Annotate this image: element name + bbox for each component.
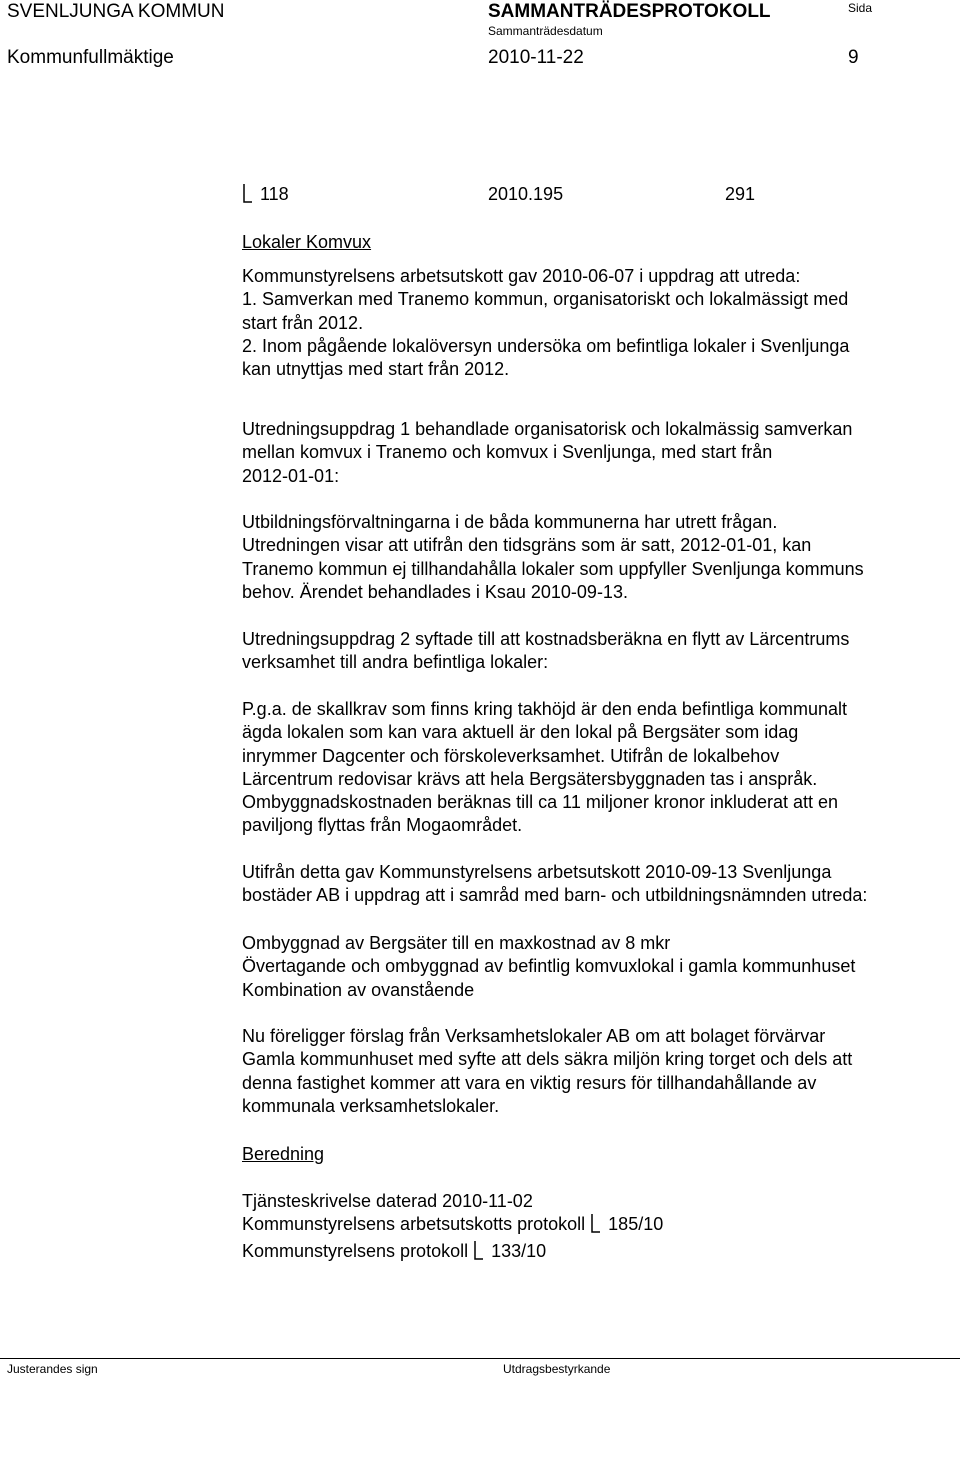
footer-signature-label: Justerandes sign xyxy=(7,1362,98,1376)
paragraph-commission xyxy=(242,861,952,908)
text-line: Utredningsuppdrag 2 syftade till att kostnadsberäkna en flytt av Lärcentrums xyxy=(242,629,850,649)
document-ref xyxy=(242,1213,952,1239)
text-line: Kombination av ovanstående xyxy=(242,979,475,1000)
page-label: Sida xyxy=(848,1,873,15)
text-line: Utredningen visar att utifrån den tidsgräns som är satt, 2012-01-01, kan xyxy=(242,535,812,556)
text-line: verksamhet till andra befintliga lokaler: xyxy=(242,652,549,673)
text-line: mellan komvux i Tranemo och komvux i Svenljunga, med start från xyxy=(242,442,773,463)
text-line: inrymmer Dagcenter och förskoleverksamhet. Utifrån de lokalbehov xyxy=(242,745,780,766)
text-line: bostäder AB i uppdrag att i samråd med barn- och utbildningsnämnden utreda: xyxy=(242,885,868,906)
paragraph-sign-icon xyxy=(242,183,254,209)
text-line: Ombyggnadskostnaden beräknas till ca 11 miljoner kronor inkluderat att en xyxy=(242,792,838,813)
text-line: ägda lokalen som kan vara aktuell är den lokal på Bergsäter som idag xyxy=(242,722,799,743)
meeting-date: 2010-11-22 xyxy=(488,47,584,68)
text-line: start från 2012. xyxy=(242,312,364,333)
paragraph-proposal xyxy=(242,1025,952,1118)
paragraph-investigation xyxy=(242,511,952,604)
text-line: denna fastighet kommer att vara en viktig resurs för tillhandahållande av xyxy=(242,1072,817,1093)
document-ref: Tjänsteskrivelse daterad 2010-11-02 xyxy=(242,1191,533,1211)
text-line: Ombyggnad av Bergsäter till en maxkostnad av 8 mkr xyxy=(242,933,671,953)
paragraph-assignment-1 xyxy=(242,418,952,488)
document-ref-text: Kommunstyrelsens arbetsutskotts protokoll xyxy=(242,1214,586,1235)
meeting-body: Kommunfullmäktige xyxy=(7,47,174,68)
protocol-ref: 133/10 xyxy=(491,1240,547,1261)
document-ref xyxy=(242,1240,952,1266)
paragraph-alternatives xyxy=(242,932,952,1002)
text-line: Nu föreligger förslag från Verksamhetslokaler AB om att bolaget förvärvar xyxy=(242,1026,826,1046)
text-line: 1. Samverkan med Tranemo kommun, organisatoriskt och lokalmässigt med xyxy=(242,289,849,310)
protocol-ref: 185/10 xyxy=(608,1214,664,1235)
text-line: Utbildningsförvaltningarna i de båda kommunerna har utrett frågan. xyxy=(242,512,778,532)
dnr-number: 2010.195 xyxy=(488,184,564,204)
page-number: 9 xyxy=(848,47,859,68)
beredning-heading: Beredning xyxy=(242,1144,325,1164)
doc-type: SAMMANTRÄDESPROTOKOLL xyxy=(488,1,771,22)
beredning-documents xyxy=(242,1190,952,1266)
text-line: Kommunstyrelsens arbetsutskott gav 2010-06-07 i uppdrag att utreda: xyxy=(242,266,801,286)
paragraph-sign-icon xyxy=(473,1240,485,1266)
text-line: Övertagande och ombyggnad av befintlig komvuxlokal i gamla kommunhuset xyxy=(242,956,856,977)
item-heading xyxy=(242,183,289,209)
footer-divider xyxy=(0,1358,960,1359)
text-line: kommunala verksamhetslokaler. xyxy=(242,1095,500,1116)
paragraph-sign-icon xyxy=(590,1213,602,1239)
date-label: Sammanträdesdatum xyxy=(488,24,603,38)
org-name: SVENLJUNGA KOMMUN xyxy=(7,1,225,22)
text-line: kan utnyttjas med start från 2012. xyxy=(242,359,510,380)
text-line: 2012-01-01: xyxy=(242,465,340,486)
document-ref-text: Kommunstyrelsens protokoll xyxy=(242,1240,469,1261)
text-line: 2. Inom pågående lokalöversyn undersöka om befintliga lokaler i Svenljunga xyxy=(242,335,850,356)
text-line: Lärcentrum redovisar krävs att hela Bergsätersbyggnaden tas i anspråk. xyxy=(242,768,818,789)
text-line: Tranemo kommun ej tillhandahålla lokaler som uppfyller Svenljunga kommuns xyxy=(242,558,864,579)
text-line: paviljong flyttas från Mogaområdet. xyxy=(242,815,523,836)
footer-certification-label: Utdragsbestyrkande xyxy=(503,1362,611,1376)
text-line: Utifrån detta gav Kommunstyrelsens arbetsutskott 2010-09-13 Svenljunga xyxy=(242,862,832,882)
paragraph-assignment xyxy=(242,265,952,381)
text-line: Gamla kommunhuset med syfte att dels säkra miljön kring torget och dels att xyxy=(242,1049,853,1070)
paragraph-requirements xyxy=(242,698,952,838)
paragraph-number: 118 xyxy=(260,184,289,204)
paragraph-assignment-2 xyxy=(242,628,952,675)
reference-number: 291 xyxy=(725,184,756,204)
text-line: P.g.a. de skallkrav som finns kring takhöjd är den enda befintliga kommunalt xyxy=(242,699,848,719)
item-title: Lokaler Komvux xyxy=(242,232,372,252)
text-line: Utredningsuppdrag 1 behandlade organisatorisk och lokalmässig samverkan xyxy=(242,419,853,439)
text-line: behov. Ärendet behandlades i Ksau 2010-09-13. xyxy=(242,581,628,602)
